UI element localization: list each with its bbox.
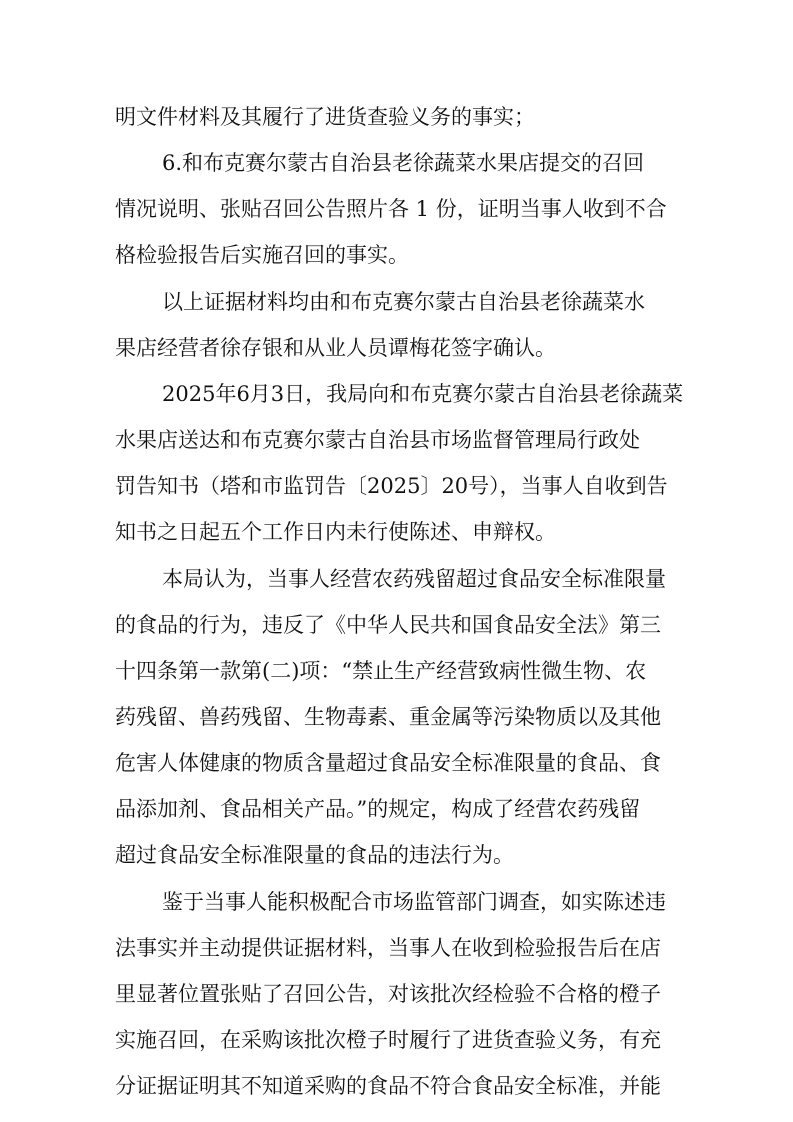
text-line: 鉴于当事人能积极配合市场监管部门调查，如实陈述违 xyxy=(162,890,666,914)
text-line: 药残留、兽药残留、生物毒素、重金属等污染物质以及其他 xyxy=(115,705,661,729)
text-line: 里显著位置张贴了召回公告，对该批次经检验不合格的橙子 xyxy=(115,982,661,1006)
text-line: 十四条第一款第(二)项：“禁止生产经营致病性微生物、农 xyxy=(115,659,647,683)
text-line: 果店经营者徐存银和从业人员谭梅花签字确认。 xyxy=(115,336,556,360)
text-line: 水果店送达和布克赛尔蒙古自治县市场监督管理局行政处 xyxy=(115,428,640,452)
text-line: 6.和布克赛尔蒙古自治县老徐蔬菜水果店提交的召回 xyxy=(162,151,645,175)
text-line: 格检验报告后实施召回的事实。 xyxy=(115,243,409,267)
text-line: 超过食品安全标准限量的食品的违法行为。 xyxy=(115,843,514,867)
text-line: 实施召回，在采购该批次橙子时履行了进货查验义务，有充 xyxy=(115,1028,661,1052)
text-line: 知书之日起五个工作日内未行使陈述、申辩权。 xyxy=(115,520,556,544)
text-line: 罚告知书（塔和市监罚告〔2025〕20号），当事人自收到告 xyxy=(115,474,668,498)
text-line: 危害人体健康的物质含量超过食品安全标准限量的食品、食 xyxy=(115,751,661,775)
text-line: 品添加剂、食品相关产品。”的规定，构成了经营农药残留 xyxy=(115,797,641,821)
text-line: 情况说明、张贴召回公告照片各 1 份，证明当事人收到不合 xyxy=(115,197,667,221)
text-line: 2025年6月3日，我局向和布克赛尔蒙古自治县老徐蔬菜 xyxy=(162,382,684,406)
text-line: 分证据证明其不知道采购的食品不符合食品安全标准，并能 xyxy=(115,1074,661,1098)
text-line: 的食品的行为，违反了《中华人民共和国食品安全法》第三 xyxy=(115,613,661,637)
text-line: 本局认为，当事人经营农药残留超过食品安全标准限量 xyxy=(162,567,666,591)
text-line: 以上证据材料均由和布克赛尔蒙古自治县老徐蔬菜水 xyxy=(162,290,645,314)
text-line: 明文件材料及其履行了进货查验义务的事实； xyxy=(115,105,535,129)
text-line: 法事实并主动提供证据材料，当事人在收到检验报告后在店 xyxy=(115,936,661,960)
